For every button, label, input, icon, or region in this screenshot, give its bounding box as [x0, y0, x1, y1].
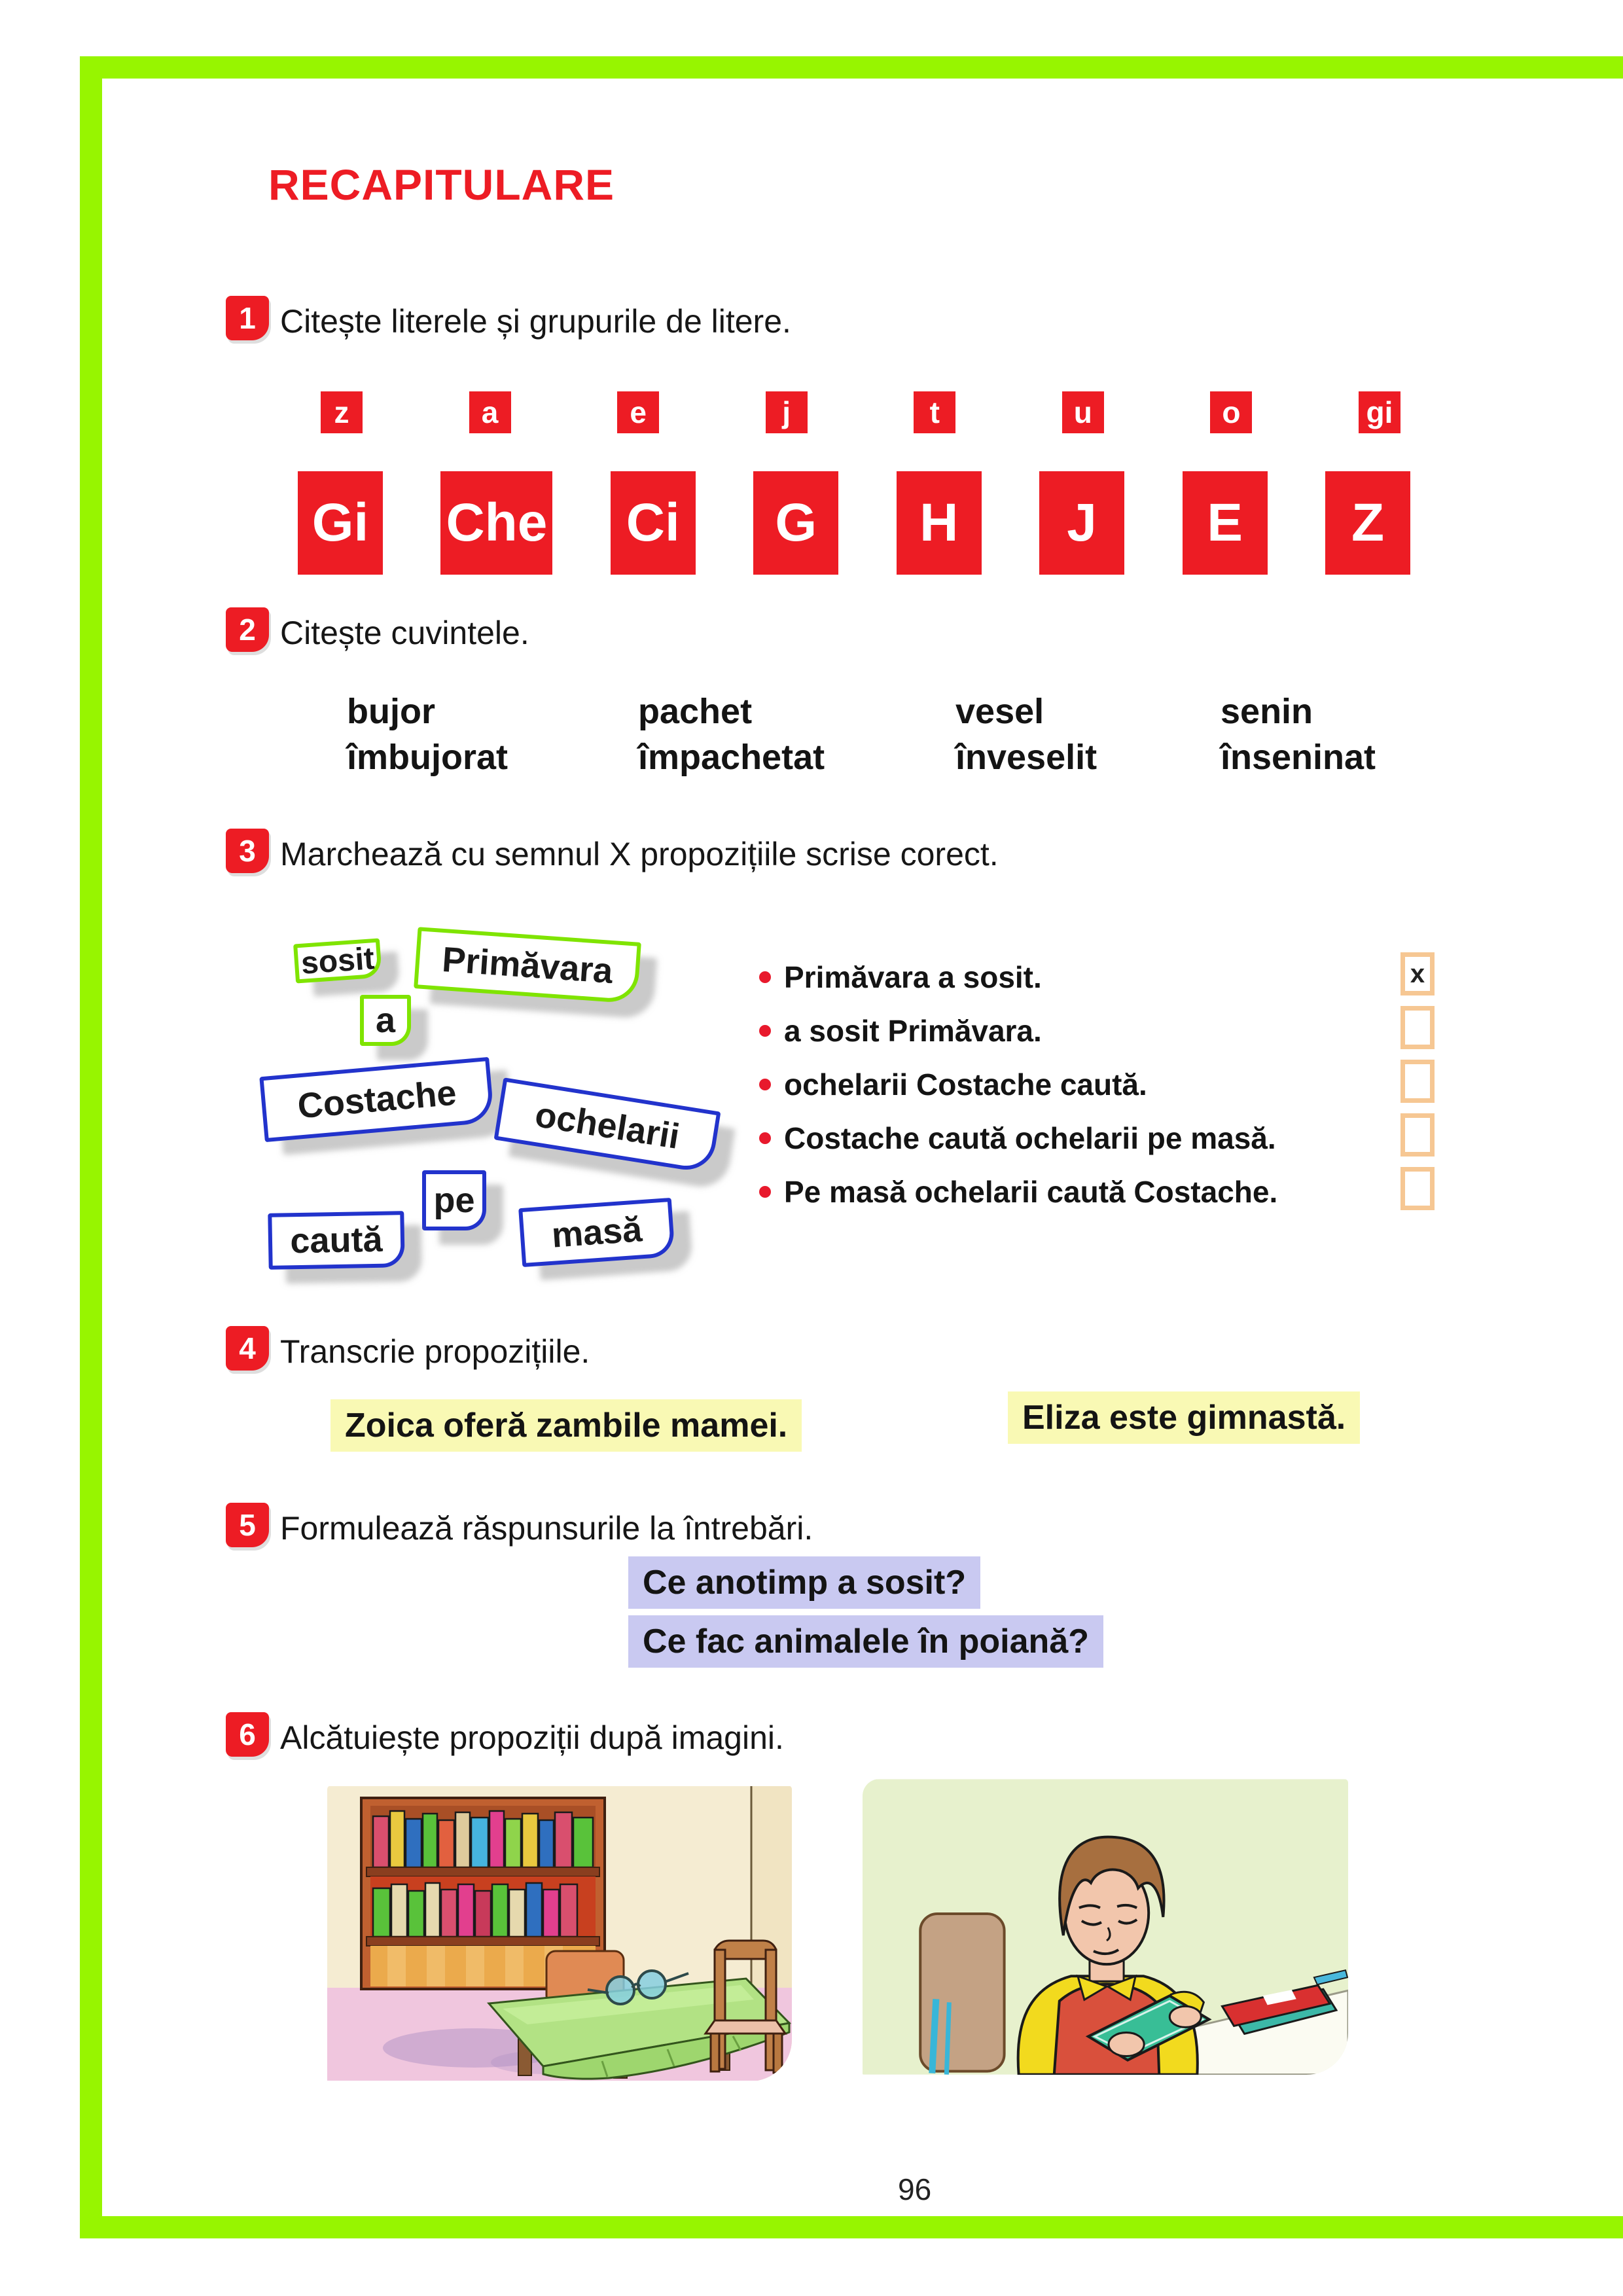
- letter-tile: z: [321, 391, 363, 433]
- transcribe-sentence-2: Eliza este gimnastă.: [1008, 1391, 1360, 1444]
- bullet-icon: [759, 1132, 771, 1144]
- exercise-2-number-badge: 2: [226, 607, 269, 652]
- exercise-1-instruction: Citește literele și grupurile de litere.: [280, 303, 791, 340]
- word: pachet: [638, 692, 753, 731]
- bullet-icon: [759, 1025, 771, 1037]
- checkbox-1[interactable]: x: [1400, 952, 1435, 996]
- word: înveselit: [955, 738, 1097, 777]
- word-card-pe: pe: [422, 1170, 486, 1230]
- letter-tile: J: [1039, 471, 1124, 575]
- word-card-a: a: [360, 995, 411, 1046]
- sentence-checklist: [759, 950, 1435, 1219]
- boy-reading-illustration: [863, 1779, 1348, 2075]
- letter-tile: o: [1210, 391, 1252, 433]
- letter-tiles-big-row: [298, 471, 1410, 575]
- letter-tile: G: [753, 471, 838, 575]
- sentence-row: [759, 950, 1435, 1004]
- word-pair-column: [638, 689, 825, 780]
- letter-tile: Ci: [611, 471, 696, 575]
- sentence-row: [759, 1004, 1435, 1058]
- sentence-text: Costache caută ochelarii pe masă.: [784, 1121, 1276, 1155]
- word-pair-column: [347, 689, 508, 780]
- letter-tile: Gi: [298, 471, 383, 575]
- page-frame-top: [80, 56, 1623, 79]
- letter-tile: e: [617, 391, 659, 433]
- boy-reading-illustration-svg: [863, 1779, 1348, 2075]
- sentence-row: [759, 1111, 1435, 1165]
- letter-tile: E: [1183, 471, 1268, 575]
- letter-tile: Che: [440, 471, 552, 575]
- exercise-2-instruction: Citește cuvintele.: [280, 615, 529, 651]
- exercise-6-instruction: Alcătuiește propoziții după imagini.: [280, 1719, 784, 1756]
- exercise-3-number-badge: 3: [226, 829, 269, 873]
- word: înseninat: [1221, 738, 1376, 777]
- word-cards-group: [259, 929, 769, 1286]
- sentence-row: [759, 1165, 1435, 1219]
- checkbox-2[interactable]: [1400, 1006, 1435, 1049]
- sentence-row: [759, 1058, 1435, 1111]
- letter-tiles-small-row: [321, 391, 1400, 433]
- exercise-1-number-badge: 1: [226, 296, 269, 340]
- bullet-icon: [759, 971, 771, 983]
- question-1: Ce anotimp a sosit?: [628, 1556, 980, 1609]
- word-card-ochelarii: ochelarii: [494, 1077, 721, 1174]
- room-illustration: [327, 1785, 792, 2081]
- exercise-3-instruction: Marchează cu semnul X propozițiile scrise corect.: [280, 836, 999, 872]
- room-illustration-svg: [327, 1785, 792, 2081]
- page-title: RECAPITULARE: [268, 160, 615, 209]
- transcribe-sentence-1: Zoica oferă zambile mamei.: [330, 1399, 802, 1452]
- exercise-4-instruction: Transcrie propozițiile.: [280, 1333, 590, 1370]
- exercise-6-number-badge: 6: [226, 1712, 269, 1757]
- letter-tile: t: [914, 391, 955, 433]
- exercise-4-number-badge: 4: [226, 1326, 269, 1371]
- word: vesel: [955, 692, 1044, 731]
- word: îmbujorat: [347, 738, 508, 777]
- word: senin: [1221, 692, 1313, 731]
- word-card-costache: Costache: [259, 1057, 494, 1142]
- word: împachetat: [638, 738, 825, 777]
- exercise-5-number-badge: 5: [226, 1503, 269, 1547]
- bullet-icon: [759, 1186, 771, 1198]
- letter-tile: u: [1062, 391, 1104, 433]
- checkbox-5[interactable]: [1400, 1167, 1435, 1210]
- page-frame-bottom: [80, 2216, 1623, 2238]
- word-card-masa: masă: [518, 1198, 675, 1267]
- letter-tile: H: [897, 471, 982, 575]
- word-card-cauta: caută: [268, 1211, 404, 1270]
- letter-tile: gi: [1359, 391, 1400, 433]
- question-2: Ce fac animalele în poiană?: [628, 1615, 1103, 1668]
- word-pair-column: [955, 689, 1097, 780]
- checkbox-3[interactable]: [1400, 1060, 1435, 1103]
- word-pair-column: [1221, 689, 1376, 780]
- sentence-text: ochelarii Costache caută.: [784, 1067, 1147, 1102]
- sentence-text: a sosit Primăvara.: [784, 1014, 1042, 1048]
- word-card-sosit: sosit: [293, 938, 382, 983]
- letter-tile: a: [469, 391, 511, 433]
- sentence-text: Primăvara a sosit.: [784, 960, 1042, 994]
- page-frame-left: [80, 56, 102, 2238]
- checkbox-4[interactable]: [1400, 1113, 1435, 1157]
- word-card-primavara: Primăvara: [414, 927, 641, 1004]
- bullet-icon: [759, 1079, 771, 1090]
- word: bujor: [347, 692, 435, 731]
- exercise-5-instruction: Formulează răspunsurile la întrebări.: [280, 1510, 813, 1547]
- letter-tile: Z: [1325, 471, 1410, 575]
- sentence-text: Pe masă ochelarii caută Costache.: [784, 1175, 1278, 1209]
- letter-tile: j: [766, 391, 808, 433]
- page-number: 96: [898, 2172, 932, 2206]
